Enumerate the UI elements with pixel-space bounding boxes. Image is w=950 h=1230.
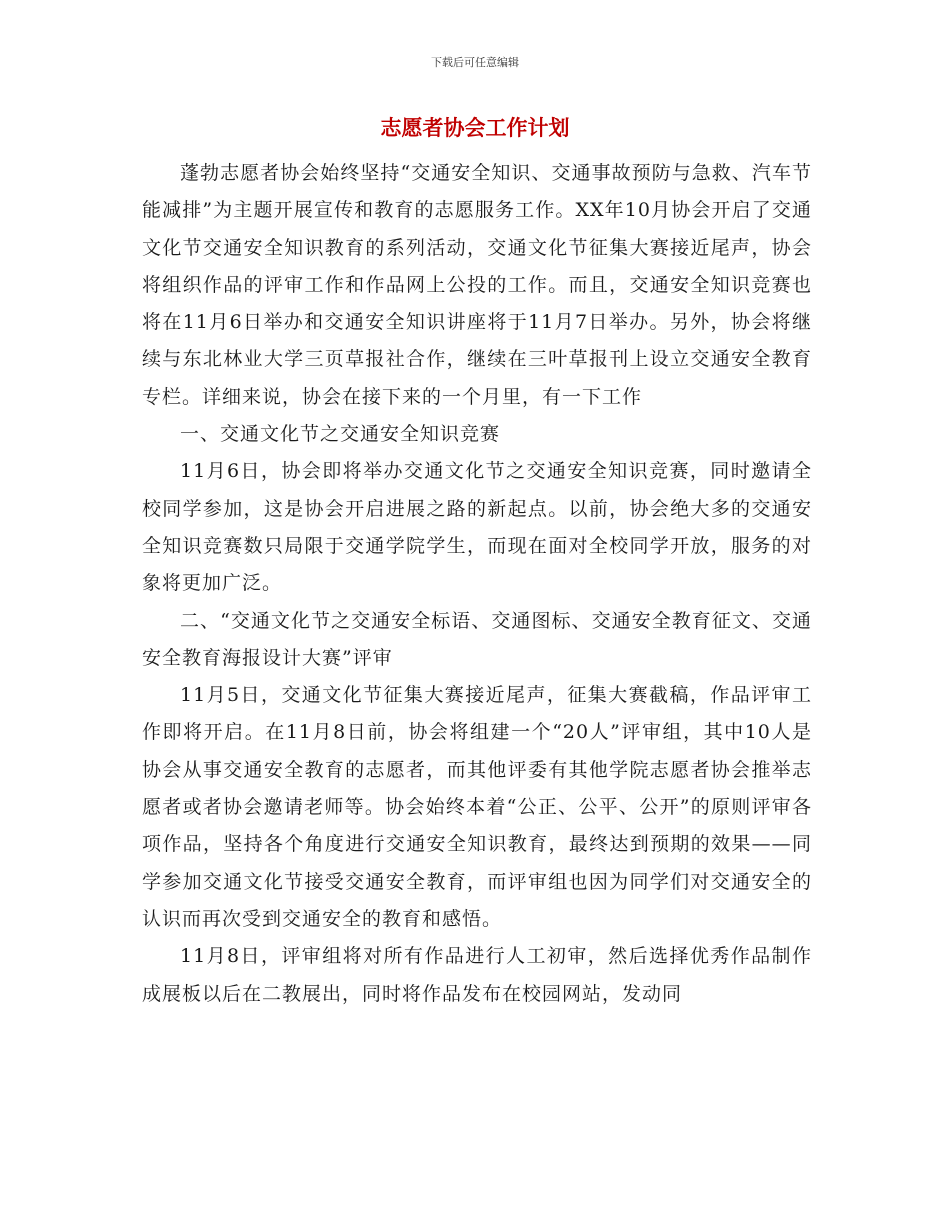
quiz-paragraph: 11月6日，协会即将举办交通文化节之交通安全知识竞赛，同时邀请全校同学参加，这是协会开启进展之路的新起点。以前，协会绝大多的交通安全知识竞赛数只局限于交通学院学生，而现在面对全校同学开放，服务的对象将更加广泛。 xyxy=(142,460,812,595)
section-heading-review: 二、“交通文化节之交通安全标语、交通图标、交通安全教育征文、交通安全教育海报设计大赛”评审 xyxy=(142,609,812,669)
document-body xyxy=(142,155,812,1013)
document-title: 志愿者协会工作计划 xyxy=(380,116,570,140)
section-heading-quiz: 一、交通文化节之交通安全知识竞赛 xyxy=(180,423,501,446)
exhibition-paragraph: 11月8日，评审组将对所有作品进行人工初审，然后选择优秀作品制作成展板以后在二教展出，同时将作品发布在校园网站，发动同 xyxy=(142,945,812,1005)
review-paragraph: 11月5日，交通文化节征集大赛接近尾声，征集大赛截稿，作品评审工作即将开启。在11月8日前，协会将组建一个“20人”评审组，其中10人是协会从事交通安全教育的志愿者，而其他评委有其他学院志愿者协会推举志愿者或者协会邀请老师等。协会始终本着“公正、公平、公开”的原则评审各项作品，坚持各个角度进行交通安全知识教育，最终达到预期的效果——同学参加交通文化节接受交通安全教育，而评审组也因为同学们对交通安全的认识而再次受到交通安全的教育和感悟。 xyxy=(142,684,812,930)
intro-paragraph: 蓬勃志愿者协会始终坚持“交通安全知识、交通事故预防与急救、汽车节能减排”为主题开展宣传和教育的志愿服务工作。XX年10月协会开启了交通文化节交通安全知识教育的系列活动，交通文化节征集大赛接近尾声，协会将组织作品的评审工作和作品网上公投的工作。而且，交通安全知识竞赛也将在11月6日举办和交通安全知识讲座将于11月7日举办。另外，协会将继续与东北林业大学三页草报社合作，继续在三叶草报刊上设立交通安全教育专栏。详细来说，协会在接下来的一个月里，有一下工作 xyxy=(142,162,812,408)
download-note: 下载后可任意编辑 xyxy=(431,56,519,69)
